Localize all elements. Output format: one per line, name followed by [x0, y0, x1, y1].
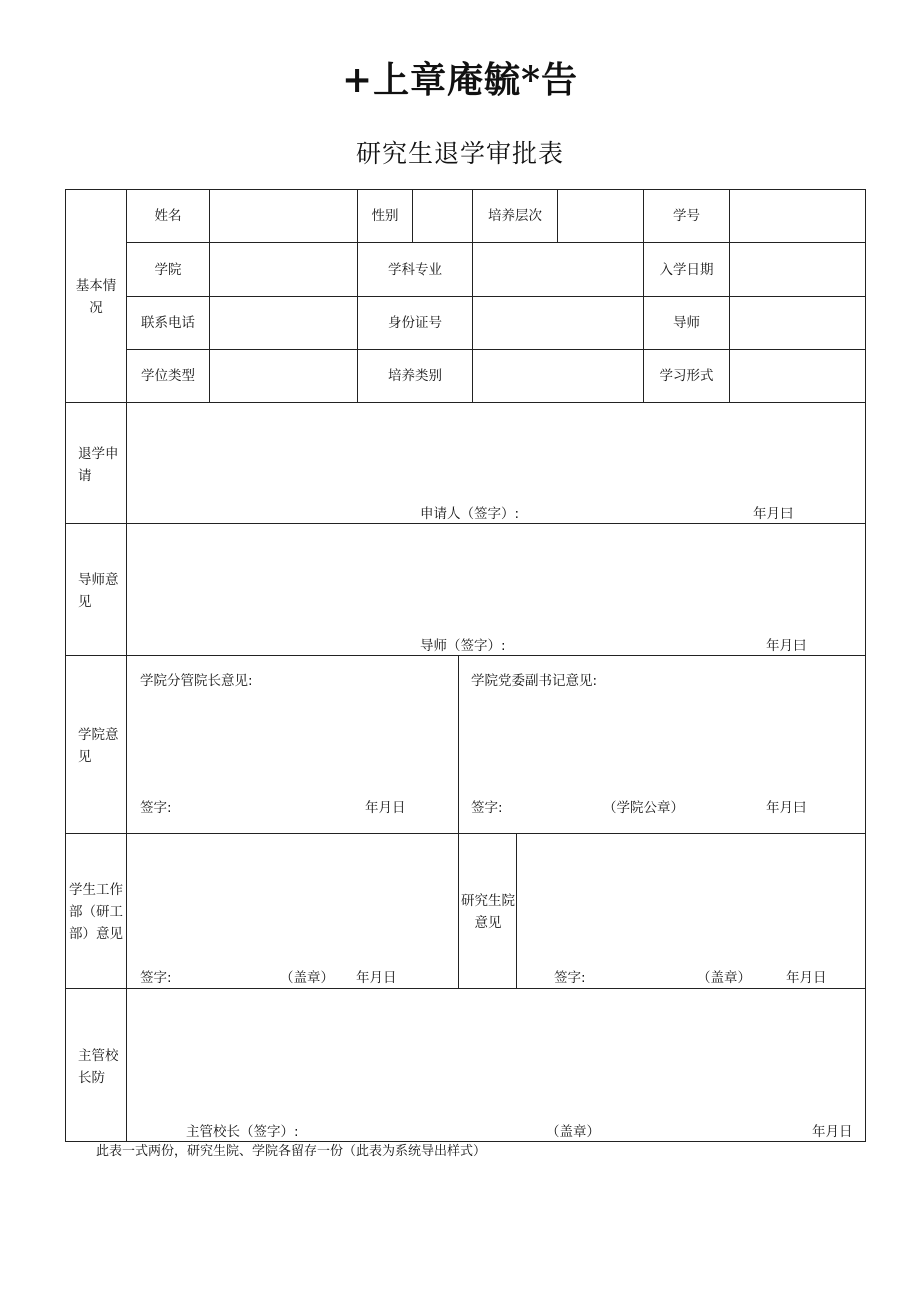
- president-date-label: 年月日: [812, 1124, 853, 1140]
- enroll-date-label: 入学日期: [659, 261, 714, 278]
- dean-opinion-label: 学院分管院长意见:: [140, 673, 253, 689]
- applicant-date-label: 年月曰: [753, 506, 794, 522]
- dean-date-label: 年月日: [365, 800, 406, 816]
- table-border-line: [65, 189, 66, 1142]
- student-affairs-seal-label: （盖章）: [280, 970, 334, 986]
- party-secretary-opinion-field[interactable]: [459, 694, 865, 794]
- name-field[interactable]: [210, 190, 357, 242]
- president-opinion-label: 主管校长防: [78, 1048, 119, 1086]
- major-label: 学科专业: [388, 261, 442, 278]
- gender-label: 性别: [371, 208, 399, 224]
- graduate-school-label: 研究生院意见: [461, 893, 515, 931]
- degree-type-label: 学位类型: [141, 368, 195, 384]
- study-form-field[interactable]: [730, 350, 865, 402]
- party-signature-label: 签字:: [471, 800, 503, 816]
- withdrawal-section-label: 退学申请: [78, 446, 119, 484]
- phone-field[interactable]: [210, 297, 357, 349]
- basic-info-section-label: 基本情况: [75, 278, 117, 316]
- phone-label: 联系电话: [141, 315, 195, 331]
- student-id-label: 学号: [673, 208, 700, 224]
- advisor-signature-label: 导师（签字）:: [420, 638, 506, 654]
- degree-type-field[interactable]: [210, 350, 357, 402]
- student-affairs-date-label: 年月日: [356, 970, 397, 986]
- president-signature-label: 主管校长（签字）:: [186, 1124, 299, 1140]
- dean-opinion-field[interactable]: [127, 694, 457, 794]
- gender-field[interactable]: [413, 190, 472, 242]
- advisor-label: 导师: [673, 315, 700, 331]
- president-opinion-field[interactable]: [127, 989, 865, 1119]
- training-type-field[interactable]: [473, 350, 643, 402]
- study-form-label: 学习形式: [659, 368, 714, 384]
- table-border-line: [865, 189, 866, 1142]
- student-affairs-signature-label: 签字:: [140, 970, 172, 986]
- advisor-field[interactable]: [730, 297, 865, 349]
- training-level-label: 培养层次: [488, 208, 542, 224]
- form-subtitle: 研究生退学审批表: [355, 139, 564, 168]
- applicant-signature-label: 申请人（签字）:: [420, 506, 520, 522]
- party-date-label: 年月曰: [766, 800, 807, 816]
- footer-note: 此表一式两份，研究生院、学院各留存一份（此表为系统导出样式）: [96, 1144, 487, 1159]
- college-field[interactable]: [210, 243, 357, 296]
- graduate-school-seal-label: （盖章）: [697, 970, 751, 986]
- college-opinion-label: 学院意见: [78, 727, 119, 765]
- withdrawal-reason-field[interactable]: [127, 403, 865, 503]
- training-level-field[interactable]: [558, 190, 643, 242]
- student-affairs-opinion-field[interactable]: [127, 834, 457, 964]
- graduate-school-date-label: 年月日: [786, 970, 827, 986]
- graduate-school-signature-label: 签字:: [554, 970, 586, 986]
- id-card-field[interactable]: [473, 297, 643, 349]
- id-card-label: 身份证号: [388, 315, 442, 331]
- name-label: 姓名: [154, 208, 182, 224]
- graduate-school-opinion-field[interactable]: [517, 834, 865, 964]
- college-label: 学院: [154, 261, 182, 278]
- president-seal-label: （盖章）: [546, 1124, 600, 1140]
- student-id-field[interactable]: [730, 190, 865, 242]
- advisor-opinion-field[interactable]: [127, 524, 865, 634]
- advisor-date-label: 年月曰: [766, 638, 807, 654]
- training-type-label: 培养类别: [388, 368, 442, 384]
- enroll-date-field[interactable]: [730, 243, 865, 296]
- party-secretary-opinion-label: 学院党委副书记意见:: [471, 673, 598, 689]
- dean-signature-label: 签字:: [140, 800, 172, 816]
- advisor-opinion-label: 导师意见: [78, 572, 119, 610]
- page-title: +上章庵毓*告: [342, 59, 578, 101]
- major-field[interactable]: [473, 243, 643, 296]
- college-seal-label: （学院公章）: [603, 800, 684, 816]
- student-affairs-label: 学生工作部（研工部）意见: [69, 882, 123, 942]
